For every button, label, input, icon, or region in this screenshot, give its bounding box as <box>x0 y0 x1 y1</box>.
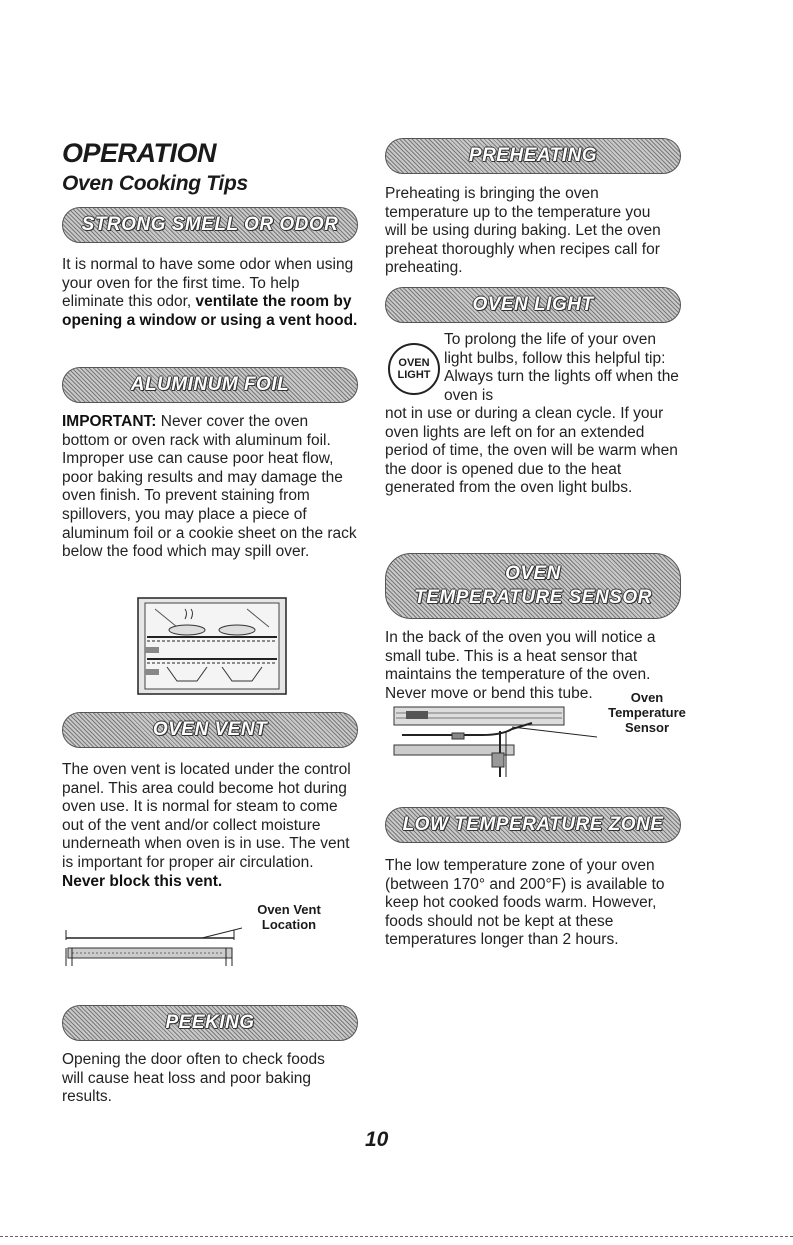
page-number: 10 <box>365 1128 389 1151</box>
page-subtitle: Oven Cooking Tips <box>62 172 248 195</box>
aluminum-foil-banner <box>62 367 358 403</box>
temp-sensor-label-line1: Oven <box>630 690 664 705</box>
aluminum-foil-text <box>62 413 358 562</box>
bottom-rule <box>0 1236 793 1237</box>
temp-sensor-banner-line1: OVEN <box>505 563 561 584</box>
preheating-text: Preheating is bringing the oven temperature up to the temperature you will be using during baking. Let the oven preheat thoroughly when recipes call for preheating. <box>385 185 661 277</box>
oven-vent-label-line2: Location <box>261 917 317 932</box>
strong-smell-text <box>62 256 362 330</box>
strong-smell-banner-label: STRONG SMELL OR ODOR <box>81 214 339 235</box>
oven-vent-body: The oven vent is located under the control panel. This area could become hot during oven use. It is normal for steam to come out of the vent and/or collect moisture underneath when oven is in use. The vent is important for proper air circulation. <box>62 761 351 871</box>
temp-sensor-label <box>597 690 697 735</box>
section-title: OPERATION <box>62 138 217 168</box>
aluminum-foil-banner-label: ALUMINUM FOIL <box>130 374 290 395</box>
strong-smell-banner <box>62 207 358 243</box>
peeking-banner <box>62 1005 358 1041</box>
oven-light-text-indented: To prolong the life of your oven light bulbs, follow this helpful tip: Always turn the lights off when the oven is <box>444 331 679 404</box>
low-temp-text: The low temperature zone of your oven (between 170° and 200°F) is available to keep hot cooked foods warm. However, foods should not be kept at these temperatures longer than 2 hours. <box>385 857 665 949</box>
oven-light-badge-icon <box>388 343 440 395</box>
peeking-text: Opening the door often to check foods will cause heat loss and poor baking results. <box>62 1051 325 1106</box>
temp-sensor-text: In the back of the oven you will notice a small tube. This is a heat sensor that maintains the temperature of the oven. Never move or bend this tube. <box>385 629 656 702</box>
oven-vent-banner-label: OVEN VENT <box>152 719 268 740</box>
temp-sensor-label-line2: Temperature <box>608 705 686 720</box>
oven-vent-label-line1: Oven Vent <box>257 902 321 917</box>
oven-light-badge-line1: OVEN <box>398 357 430 369</box>
aluminum-foil-body: Never cover the oven bottom or oven rack with aluminum foil. Improper use can cause poor heat flow, poor baking results and may damage the oven finish. To prevent staining from spillovers, you may place a piece of aluminum foil or a cookie sheet on the rack below the food which may spill over. <box>62 413 357 561</box>
temp-sensor-banner-line2: TEMPERATURE SENSOR <box>414 587 652 608</box>
oven-rack-illustration <box>137 597 287 695</box>
oven-vent-bold: Never block this vent. <box>62 872 223 890</box>
oven-light-banner-label: OVEN LIGHT <box>472 294 594 315</box>
peeking-banner-label: PEEKING <box>165 1012 255 1033</box>
low-temp-banner <box>385 807 681 843</box>
oven-light-badge-line2: LIGHT <box>397 369 431 381</box>
strong-smell-body: It is normal to have some odor when using your oven for the first time. To help eliminate this odor, <box>62 256 354 311</box>
strong-smell-bold: ventilate the room by opening a window or using a vent hood. <box>62 293 358 329</box>
preheating-banner-label: PREHEATING <box>468 145 598 166</box>
oven-vent-illustration <box>62 920 242 968</box>
aluminum-foil-important: IMPORTANT: <box>62 413 157 430</box>
temp-sensor-banner-label <box>414 562 652 610</box>
temp-sensor-illustration <box>392 703 597 778</box>
oven-light-text-rest: not in use or during a clean cycle. If your oven lights are left on for an extended period of time, the oven will be warm when the door is opened due to the heat generated from the oven light bulbs. <box>385 405 678 497</box>
oven-vent-location-label <box>244 902 334 932</box>
oven-vent-banner <box>62 712 358 748</box>
low-temp-banner-label: LOW TEMPERATURE ZONE <box>402 814 664 835</box>
preheating-banner <box>385 138 681 174</box>
oven-light-banner <box>385 287 681 323</box>
temp-sensor-label-line3: Sensor <box>624 720 670 735</box>
temp-sensor-banner <box>385 553 681 619</box>
oven-vent-text <box>62 761 352 891</box>
